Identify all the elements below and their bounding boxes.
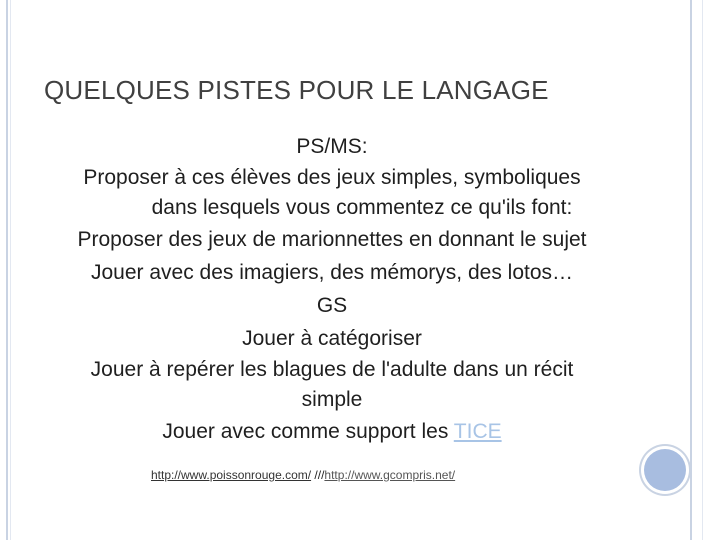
frame-line-right [690,0,692,540]
text-line: dans lesquels vous commentez ce qu'ils font: [151,196,573,219]
tice-prefix: Jouer avec comme support les [162,420,454,443]
frame-line-left-inner [10,0,11,540]
slide-body [24,130,640,448]
section-heading-gs: GS [316,294,348,317]
poissonrouge-link[interactable]: http://www.poissonrouge.com/ [151,468,312,482]
gcompris-link[interactable]: http://www.gcompris.net/ [324,468,456,482]
frame-line-right-inner [702,0,703,540]
section-heading-psms: PS/MS: [296,135,368,158]
text-line: simple [301,388,363,411]
tice-link[interactable]: TICE [453,420,502,443]
links-row [151,468,455,482]
text-line: Jouer avec des imagiers, des mémorys, des lotos… [90,261,574,284]
text-line: Jouer à repérer les blagues de l'adulte dans un récit [90,358,574,381]
tice-line [24,415,640,448]
text-line: Proposer à ces élèves des jeux simples, symboliques [83,166,581,189]
frame-line-left [6,0,8,540]
decorative-circle [644,449,686,491]
text-line: Proposer des jeux de marionnettes en donnant le sujet [77,228,587,251]
text-line: Jouer à catégoriser [242,327,422,350]
link-separator: /// [311,468,325,482]
slide-title: QUELQUES PISTES POUR LE LANGAGE [44,75,549,105]
